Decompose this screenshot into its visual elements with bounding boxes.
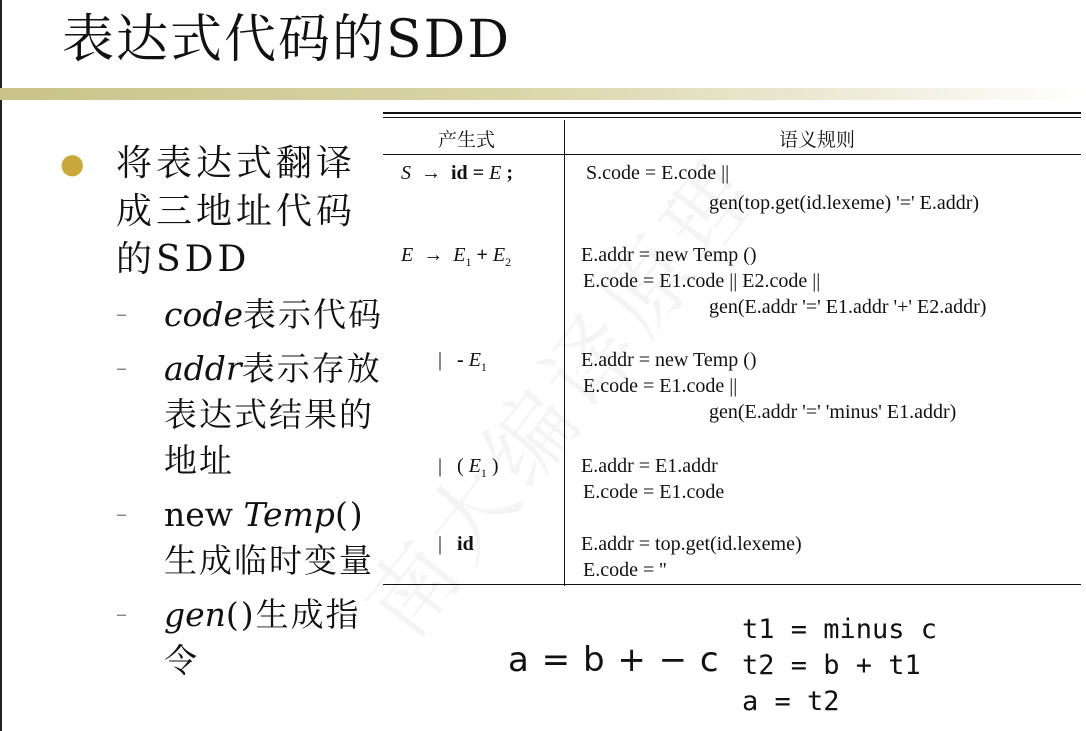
table-top-rule-thin (383, 117, 1081, 118)
table-bottom-rule (383, 584, 1081, 585)
sub-bullet-addr (116, 346, 390, 484)
rule-row-1-line-1: S.code = E.code || (586, 162, 730, 184)
slide-title: 表达式代码的SDD (62, 10, 512, 70)
rule-row-3-line-3: gen(E.addr '=' 'minus' E1.addr) (709, 401, 957, 423)
rule-row-4-line-2: E.code = E1.code (583, 481, 725, 503)
example-expression: a = b + − c (508, 640, 719, 680)
sub-bullet-text: ()生成临时变量 (164, 495, 374, 580)
dash-icon: – (116, 356, 129, 381)
sub-bullet-text: 表示代码 (243, 295, 384, 334)
sub-bullet-gen (116, 592, 390, 684)
rule-row-2-line-3: gen(E.addr '=' E1.addr '+' E2.addr) (709, 296, 987, 318)
sub-bullet-code (116, 292, 390, 338)
sub-bullet-text: 表示存放表达式结果的地址 (164, 349, 382, 480)
rule-row-3-line-2: E.code = E1.code || (583, 375, 738, 397)
title-underline-bar (0, 88, 1086, 100)
three-address-code (742, 612, 937, 720)
rule-row-2-line-1: E.addr = new Temp () (581, 244, 757, 266)
rule-row-5-line-2: E.code = '' (583, 559, 667, 581)
sub-bullet-term: addr (164, 349, 242, 388)
sub-bullet-prefix: new (164, 495, 244, 534)
table-column-separator (564, 120, 565, 586)
rule-row-4-line-1: E.addr = E1.addr (581, 455, 718, 477)
sub-bullet-list (60, 292, 390, 684)
production-row-5: | id (438, 533, 474, 555)
production-row-2: $E \to E_1 + E_2$ (401, 244, 512, 269)
dash-icon: – (116, 602, 129, 627)
bullet-main (60, 140, 390, 284)
dash-icon: – (116, 502, 129, 527)
tac-line-2: t2 = b + t1 (742, 650, 921, 681)
dash-icon: – (116, 302, 129, 327)
header-semantic-rules: 语义规则 (779, 129, 856, 151)
sub-bullet-term: code (164, 295, 244, 334)
production-row-3: | - $E_1$ (438, 349, 487, 374)
sub-bullet-text: ()生成指令 (164, 595, 361, 680)
bullet-dot-icon: ● (60, 147, 89, 180)
table-top-rule (383, 112, 1081, 114)
sdd-table (383, 112, 1081, 585)
sub-bullet-term: gen (164, 595, 226, 634)
tac-line-3: a = t2 (742, 686, 840, 717)
rule-row-5-line-1: E.addr = top.get(id.lexeme) (581, 533, 802, 555)
bullet-list (60, 140, 390, 692)
sub-bullet-term: Temp (243, 495, 335, 534)
left-border (0, 0, 2, 731)
production-row-1: S → id = E ; (401, 162, 513, 184)
sub-bullet-new-temp (116, 492, 390, 584)
production-row-4: | ( $E_1$ ) (438, 455, 499, 480)
tac-line-1: t1 = minus c (742, 614, 938, 645)
rule-row-1-line-2: gen(top.get(id.lexeme) '=' E.addr) (709, 192, 980, 214)
table-header-rule (383, 154, 1081, 155)
header-production: 产生式 (438, 129, 496, 151)
bullet-main-text: 将表达式翻译成三地址代码的SDD (116, 143, 357, 280)
rule-row-2-line-2: E.code = E1.code || E2.code || (583, 270, 821, 292)
rule-row-3-line-1: E.addr = new Temp () (581, 349, 757, 371)
